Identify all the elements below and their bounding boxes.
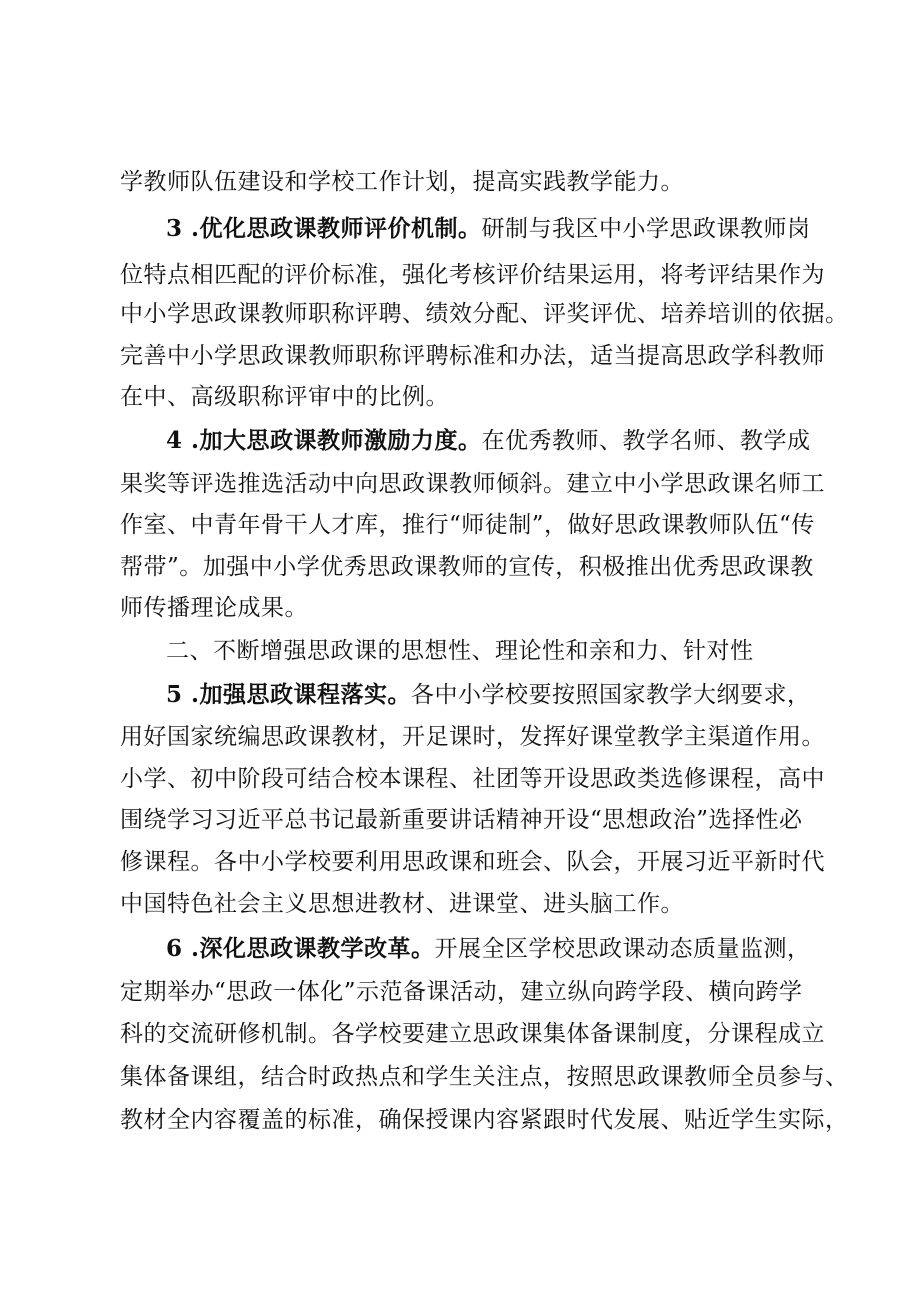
line-text: 小学、初中阶段可结合校本课程、社团等开设思政类选修课程，高中 <box>120 766 825 792</box>
text-line-16 <box>120 803 810 837</box>
line-text: 教材全内容覆盖的标准，确保授课内容紧跟时代发展、贴近学生实际， <box>120 1107 849 1133</box>
text-line-14 <box>120 720 825 754</box>
line-text: 中国特色社会主义思想进教材、进课堂、进头脑工作。 <box>120 891 684 917</box>
text-line-4 <box>120 297 849 331</box>
section-title: 二、不断增强思政课的思想性、理论性和亲和力、针对性 <box>166 638 754 664</box>
line-text: 帮带”。加强中小学优秀思政课教师的宣传，积极推出优秀思政课教 <box>120 554 814 580</box>
line-text: 定期举办“思政一体化”示范备课活动，建立纵向跨学段、横向跨学 <box>120 979 803 1005</box>
text-line-10 <box>120 550 814 584</box>
line-text: 各中小学校要按照国家教学大纲要求， <box>411 682 811 708</box>
text-line-20 <box>120 975 810 1009</box>
line-text: 研制与我区中小学思政课教师岗 <box>481 216 811 242</box>
text-line-7 <box>166 424 810 458</box>
line-text: 围绕学习习近平总书记最新重要讲话精神开设“思想政治”选择性必 <box>120 807 803 833</box>
section-heading-2 <box>166 634 810 668</box>
text-line-8 <box>120 467 825 501</box>
line-text: 在优秀教师、教学名师、教学成 <box>481 428 811 454</box>
text-line-5 <box>120 339 825 373</box>
text-line-9 <box>120 508 815 542</box>
text-line-2 <box>166 212 810 246</box>
line-text: 完善中小学思政课教师职称评聘标准和办法，适当提高思政学科教师 <box>120 343 825 369</box>
line-text: 在中、高级职称评审中的比例。 <box>120 384 449 410</box>
text-line-13 <box>166 678 810 712</box>
line-text: 用好国家统编思政课教材，开足课时，发挥好课堂教学主渠道作用。 <box>120 724 825 750</box>
text-line-19 <box>166 932 810 966</box>
line-text: 师传播理论成果。 <box>120 595 308 621</box>
line-text: 修课程。各中小学校要利用思政课和班会、队会，开展习近平新时代 <box>120 849 825 875</box>
item-5-heading: 5 .加强思政课程落实。 <box>166 681 412 708</box>
text-line-3 <box>120 258 825 292</box>
item-3-heading: 3 .优化思政课教师评价机制。 <box>166 215 482 242</box>
line-text: 果奖等评选推选活动中向思政课教师倾斜。建立中小学思政课名师工 <box>120 471 825 497</box>
item-6-heading: 6 .深化思政课教学改革。 <box>166 935 435 962</box>
text-line-1 <box>120 165 810 199</box>
line-text: 开展全区学校思政课动态质量监测， <box>434 936 811 962</box>
text-line-11 <box>120 591 810 625</box>
line-text: 位特点相匹配的评价标准，强化考核评价结果运用，将考评结果作为 <box>120 262 825 288</box>
text-line-15 <box>120 762 825 796</box>
line-text: 集体备课组，结合时政热点和学生关注点，按照思政课教师全员参与、 <box>120 1064 849 1090</box>
text-line-22 <box>120 1060 849 1094</box>
text-line-18 <box>120 887 810 921</box>
line-text: 科的交流研修机制。各学校要建立思政课集体备课制度，分课程成立 <box>120 1021 825 1047</box>
line-text: 学教师队伍建设和学校工作计划，提高实践教学能力。 <box>120 169 684 195</box>
line-text: 作室、中青年骨干人才库，推行“师徒制”，做好思政课教师队伍“传 <box>120 512 815 538</box>
line-text: 中小学思政课教师职称评聘、绩效分配、评奖评优、培养培训的依据。 <box>120 301 849 327</box>
text-line-17 <box>120 845 825 879</box>
text-line-6 <box>120 380 810 414</box>
text-line-23 <box>120 1103 849 1137</box>
item-4-heading: 4 .加大思政课教师激励力度。 <box>166 427 482 454</box>
text-line-21 <box>120 1017 825 1051</box>
